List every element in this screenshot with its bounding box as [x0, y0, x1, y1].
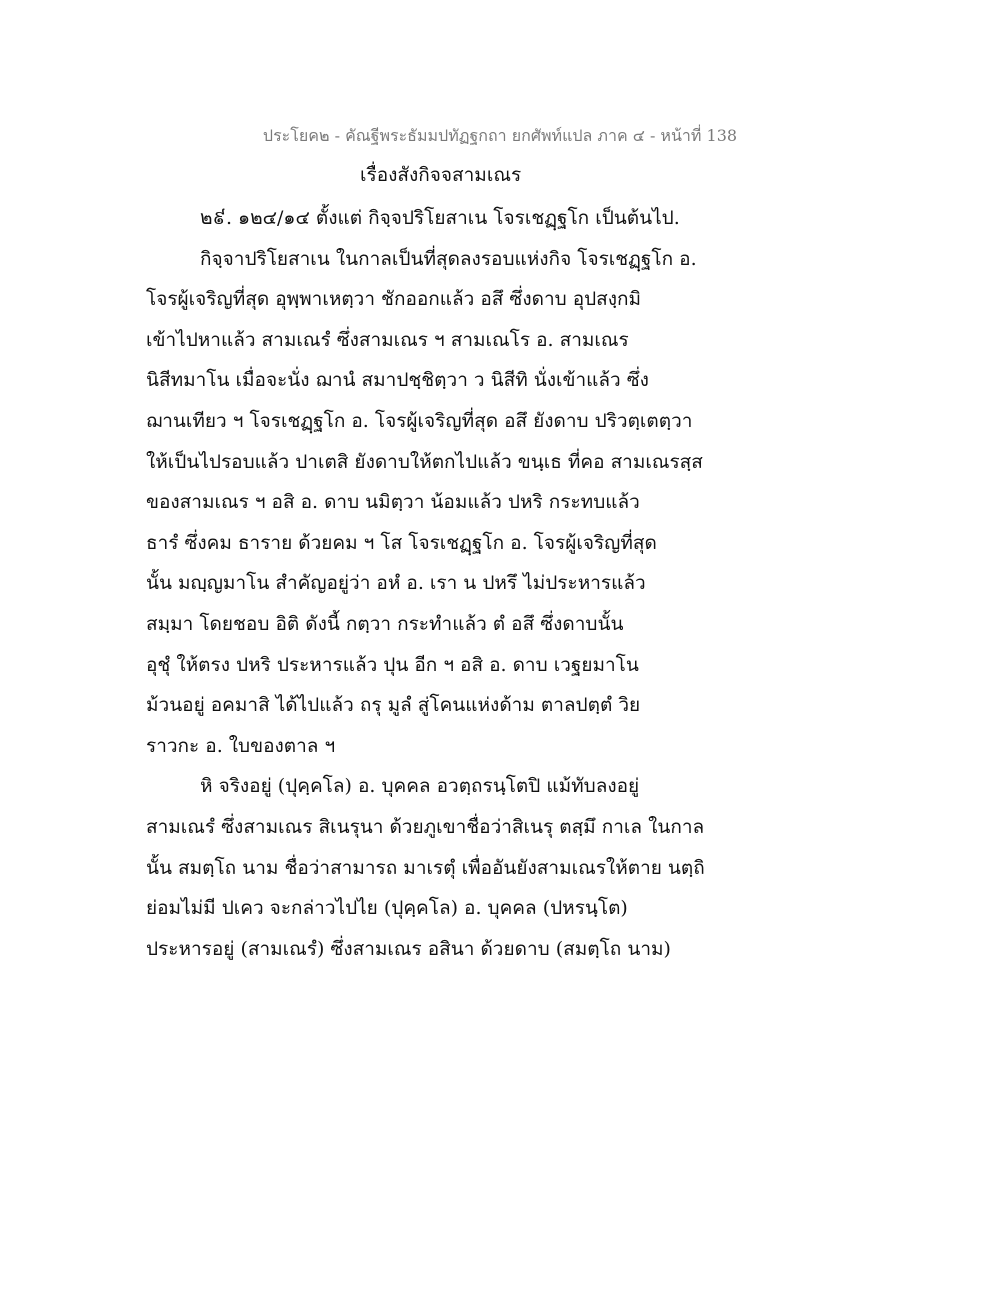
reference-line: ๒៩. ๑๒๔/๑๔ ตั้งแต่ กิจฺจปริโยสาเน โจรเชฏฺฐโก เป็นต้นไป.: [200, 207, 680, 229]
paragraph-line: สามเณรํ ซึ่งสามเณร สิเนรุนา ด้วยภูเขาชื่อว่าสิเนรุ ตสฺมึ กาเล ในกาล: [146, 815, 705, 838]
paragraph-line: หิ จริงอยู่ (ปุคฺคโล) อ. บุคคล อวตฺถรนฺโตปิ แม้ทับลงอยู่: [200, 775, 640, 798]
running-header: [0, 124, 1000, 149]
paragraph-line: ฌานเทียว ฯ โจรเชฏฺฐโก อ. โจรผู้เจริญที่สุด อสึ ยังดาบ ปริวตฺเตตฺวา: [146, 409, 693, 432]
paragraph-line: ประหารอยู่ (สามเณรํ) ซึ่งสามเณร อสินา ด้วยดาบ (สมตฺโถ นาม): [146, 937, 671, 960]
paragraph-line: กิจฺจาปริโยสาเน ในกาลเป็นที่สุดลงรอบแห่งกิจ โจรเชฏฺฐโก อ.: [200, 247, 697, 270]
paragraph-line: นั้น สมตฺโถ นาม ชื่อว่าสามารถ มาเรตุํ เพื่ออันยังสามเณรให้ตาย นตฺถิ: [146, 856, 705, 879]
paragraph-line: โจรผู้เจริญที่สุด อุพฺพาเหตฺวา ชักออกแล้ว อสึ ซึ่งดาบ อุปสงฺกมิ: [146, 288, 642, 311]
paragraph-line: นิสีทมาโน เมื่อจะนั่ง ฌานํ สมาปชฺชิตฺวา ว นิสีทิ นั่งเข้าแล้ว ซึ่ง: [146, 369, 649, 392]
story-title: เรื่องสังกิจจสามเณร: [360, 164, 522, 186]
paragraph-line: นั้น มญฺญมาโน สำคัญอยู่ว่า อหํ อ. เรา น ปหรึ ไม่ประหารแล้ว: [146, 572, 646, 595]
paragraph-line: เข้าไปหาแล้ว สามเณรํ ซึ่งสามเณร ฯ สามเณโร อ. สามเณร: [146, 328, 629, 351]
paragraph-line: ให้เป็นไปรอบแล้ว ปาเตสิ ยังดาบให้ตกไปแล้ว ขนฺเธ ที่คอ สามเณรสฺส: [146, 450, 703, 473]
paragraph-line: ของสามเณร ฯ อสิ อ. ดาบ นมิตฺวา น้อมแล้ว ปหริ กระทบแล้ว: [146, 491, 640, 514]
paragraph-line: ราวกะ อ. ใบของตาล ฯ: [146, 734, 336, 757]
paragraph-line: อุชุํ ให้ตรง ปหริ ประหารแล้ว ปุน อีก ฯ อสิ อ. ดาบ เวฐยมาโน: [146, 653, 639, 676]
paragraph-line: ม้วนอยู่ อคมาสิ ได้ไปแล้ว ถรุ มูลํ สู่โคนแห่งด้าม ตาลปตฺตํ วิย: [146, 694, 641, 717]
body-text: [146, 198, 756, 969]
paragraph-line: ย่อมไม่มี ปเคว จะกล่าวไปไย (ปุคฺคโล) อ. บุคคล (ปหรนฺโต): [146, 897, 628, 920]
paragraph-line: สมฺมา โดยชอบ อิติ ดังนี้ กตฺวา กระทำแล้ว ตํ อสึ ซึ่งดาบนั้น: [146, 612, 624, 635]
running-header-text: ประโยค๒ - คัณฐีพระธัมมปทัฏฐกถา ยกศัพท์แปล ภาค ๔ - หน้าที่ 138: [262, 126, 738, 145]
paragraph-line: ธารํ ซึ่งคม ธาราย ด้วยคม ฯ โส โจรเชฏฺฐโก อ. โจรผู้เจริญที่สุด: [146, 531, 657, 554]
